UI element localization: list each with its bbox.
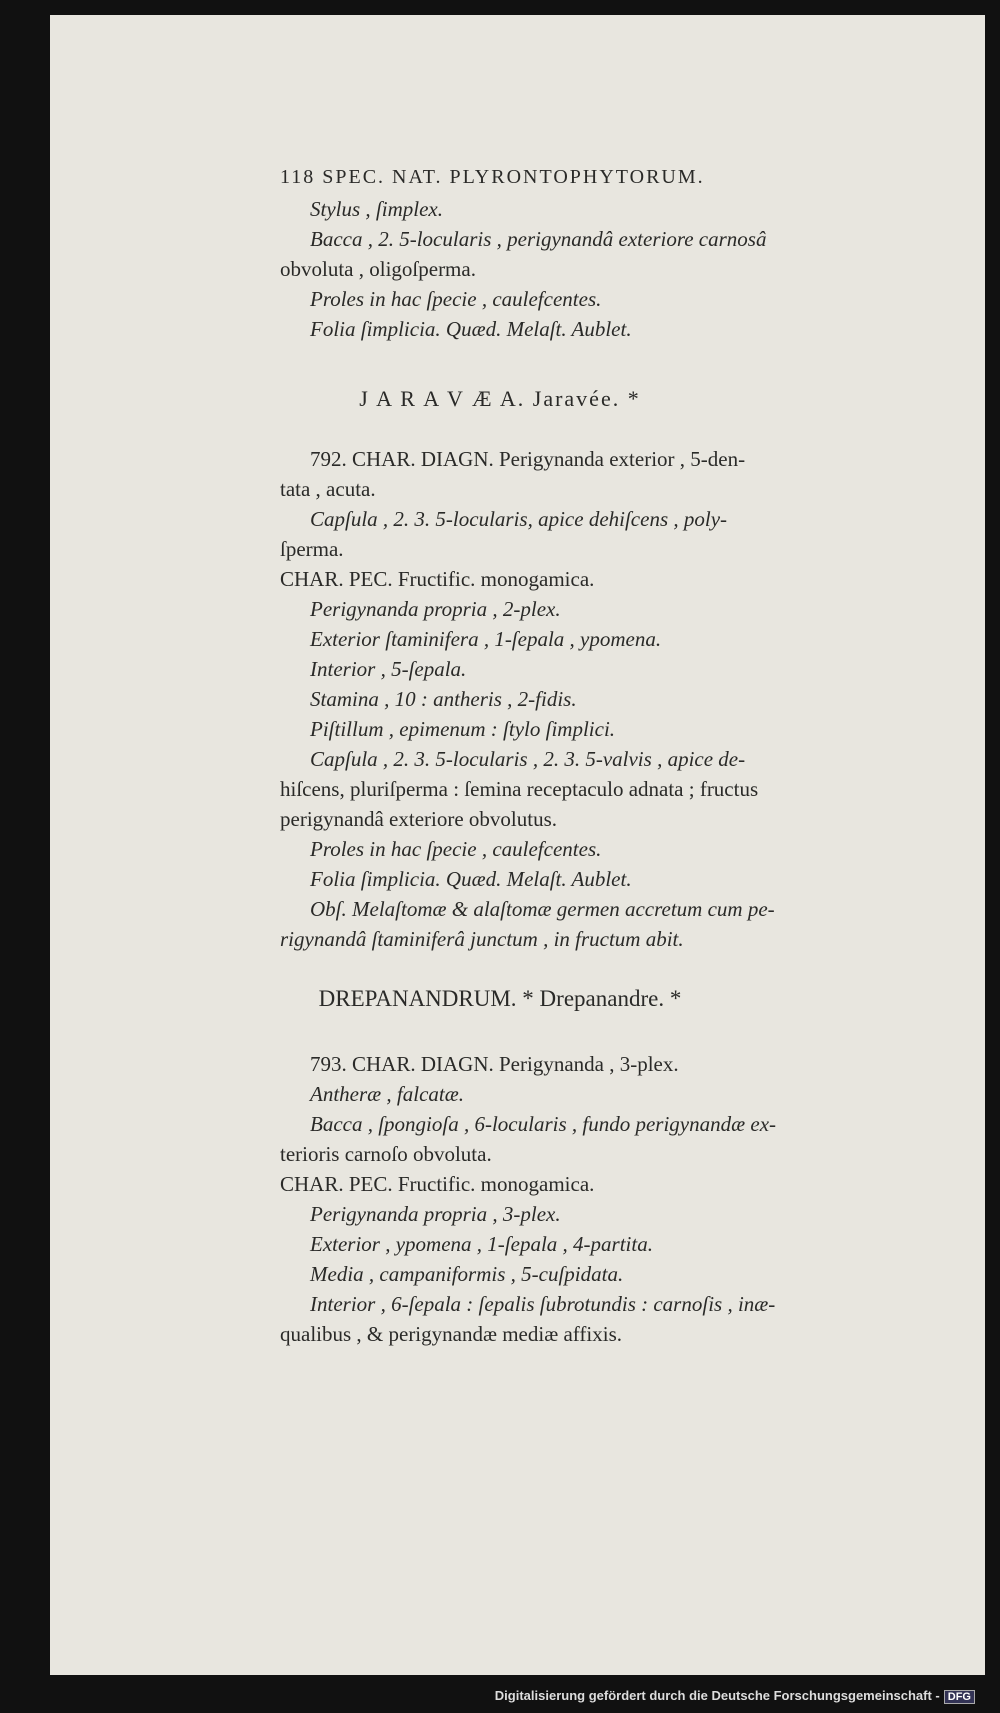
text-line: Perigynanda propria , 2-plex. [310,597,561,621]
text-line: Interior , 6-ſepala : ſepalis ſubrotundis : carnoſis , inæ- [310,1292,776,1316]
text-line: CHAR. PEC. Fructific. monogamica. [280,1172,595,1196]
footer-credit [0,1688,975,1704]
text-line: Stylus , ſimplex. [310,197,443,221]
text-line: Stamina , 10 : antheris , 2-fidis. [310,687,577,711]
text-line: ſperma. [280,537,344,561]
text-line: Obſ. Melaſtomæ & alaſtomæ germen accretum cum pe- [310,897,775,921]
genus-heading: DREPANANDRUM. * Drepanandre. * [318,986,682,1011]
text-line: Folia ſimplicia. Quæd. Melaſt. Aublet. [310,867,632,891]
text-line: Proles in hac ſpecie , caulefcentes. [310,837,602,861]
genus-heading: J A R A V Æ A. Jaravée. * [359,386,641,411]
footer-text: Digitalisierung gefördert durch die Deutsche Forschungsgemeinschaft - [494,1688,940,1703]
text-line: tata , acuta. [280,477,376,501]
text-line: Exterior ſtaminifera , 1-ſepala , ypomena. [310,627,662,651]
text-line: 792. CHAR. DIAGN. Perigynanda exterior , 5-den- [310,447,746,471]
text-line: Bacca , 2. 5-locularis , perigynandâ exteriore carnosâ [310,227,767,251]
text-line: Piſtillum , epimenum : ſtylo ſimplici. [310,717,616,741]
text-line: Capſula , 2. 3. 5-locularis, apice dehiſcens , poly- [310,507,728,531]
text-line: Folia ſimplicia. Quæd. Melaſt. Aublet. [310,317,632,341]
text-line: 793. CHAR. DIAGN. Perigynanda , 3-plex. [310,1052,679,1076]
text-line: hiſcens, pluriſperma : ſemina receptaculo adnata ; fructus [280,777,759,801]
text-line: CHAR. PEC. Fructific. monogamica. [280,567,595,591]
text-line: rigynandâ ſtaminiferâ junctum , in fructum abit. [280,927,684,951]
text-line: terioris carnoſo obvoluta. [280,1142,492,1166]
text-line: Media , campaniformis , 5-cuſpidata. [310,1262,624,1286]
text-line: qualibus , & perigynandæ mediæ affixis. [280,1322,622,1346]
text-line: Perigynanda propria , 3-plex. [310,1202,561,1226]
dfg-logo-badge: DFG [944,1690,975,1704]
text-line: obvoluta , oligoſperma. [280,257,476,281]
text-line: Capſula , 2. 3. 5-locularis , 2. 3. 5-valvis , apice de- [310,747,746,771]
text-line: Interior , 5-ſepala. [310,657,467,681]
text-line: Proles in hac ſpecie , caulefcentes. [310,287,602,311]
text-line: Exterior , ypomena , 1-ſepala , 4-partita. [310,1232,653,1256]
running-head: 118 SPEC. NAT. PLYRONTOPHYTORUM. [280,166,705,188]
text-line: perigynandâ exteriore obvolutus. [280,807,557,831]
text-line: Antheræ , falcatæ. [310,1082,464,1106]
text-line: Bacca , ſpongioſa , 6-locularis , fundo perigynandæ ex- [310,1112,777,1136]
